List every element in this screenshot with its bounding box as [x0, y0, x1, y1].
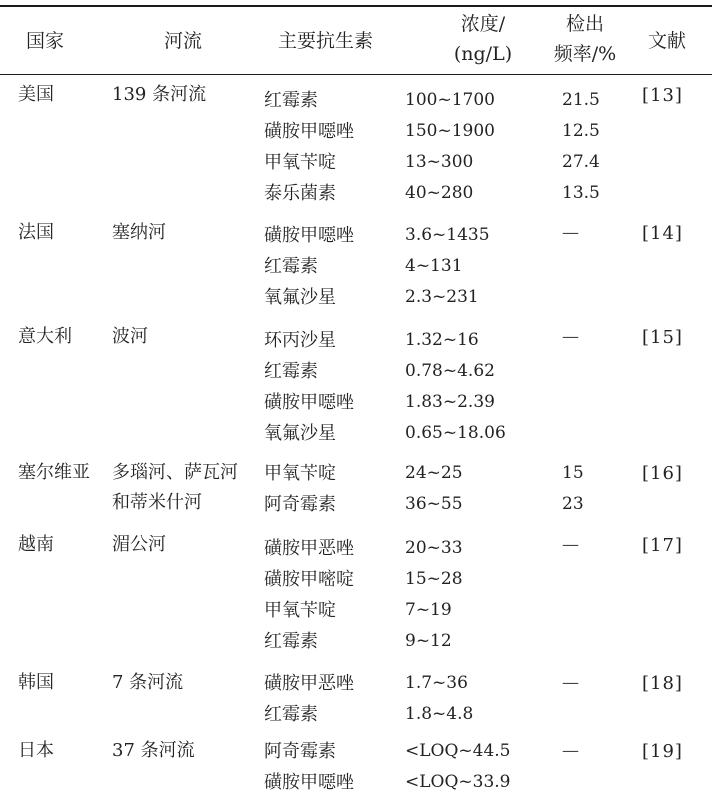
header-frequency [545, 9, 625, 69]
concentration-value: 40~280 [405, 183, 474, 203]
antibiotic-name: 红霉素 [264, 256, 318, 277]
country-cell: 越南 [18, 534, 54, 555]
concentration-value: 1.32~16 [405, 330, 479, 350]
header-concentration-line1: 浓度/ [460, 13, 506, 35]
reference-cell: [18] [642, 673, 683, 694]
header-concentration-line2: (ng/L) [453, 43, 513, 65]
antibiotic-name: 甲氧苄啶 [264, 600, 336, 621]
antibiotic-name: 磺胺甲噁唑 [264, 121, 354, 142]
frequency-value: 23 [562, 494, 584, 514]
antibiotic-name: 磺胺甲恶唑 [264, 673, 354, 694]
frequency-dash: — [562, 223, 579, 243]
river-cell: 37 条河流 [112, 740, 195, 761]
header-river: 河流 [164, 30, 203, 52]
header-frequency-line2: 频率/% [553, 43, 617, 65]
antibiotic-name: 磺胺甲噁唑 [264, 392, 354, 413]
antibiotics-cell [264, 736, 354, 798]
antibiotic-name: 甲氧苄啶 [264, 463, 336, 484]
frequency-value: 13.5 [562, 183, 600, 203]
antibiotic-name: 磺胺甲恶唑 [264, 538, 354, 559]
frequency-cell [562, 85, 600, 209]
concentration-cell [405, 668, 473, 730]
concentration-value: <LOQ~33.9 [405, 772, 511, 792]
concentration-cell [405, 736, 511, 798]
reference-cell: [16] [642, 463, 683, 484]
antibiotic-name: 红霉素 [264, 90, 318, 111]
antibiotic-name: 红霉素 [264, 631, 318, 652]
concentration-cell [405, 220, 490, 313]
antibiotic-name: 阿奇霉素 [264, 494, 336, 515]
country-cell: 意大利 [18, 326, 72, 347]
concentration-value: 36~55 [405, 494, 463, 514]
antibiotics-cell [264, 458, 336, 520]
frequency-value: 12.5 [562, 121, 600, 141]
river-cell: 7 条河流 [112, 672, 184, 693]
reference-cell: [19] [642, 741, 683, 762]
river-cell: 139 条河流 [112, 84, 207, 105]
concentration-value: 1.83~2.39 [405, 392, 495, 412]
concentration-value: 15~28 [405, 569, 463, 589]
frequency-value: 27.4 [562, 152, 600, 172]
concentration-cell [405, 458, 463, 520]
antibiotic-name: 泰乐菌素 [264, 183, 336, 204]
antibiotics-cell [264, 325, 354, 449]
reference-cell: [14] [642, 223, 683, 244]
frequency-dash: — [562, 741, 579, 761]
concentration-value: 1.8~4.8 [405, 704, 474, 724]
concentration-value: 24~25 [405, 463, 463, 483]
country-cell: 塞尔维亚 [18, 462, 90, 483]
header-reference: 文献 [648, 30, 687, 52]
concentration-value: <LOQ~44.5 [405, 741, 511, 761]
frequency-dash: — [562, 535, 579, 555]
antibiotic-name: 氧氟沙星 [264, 423, 336, 444]
reference-cell: [17] [642, 535, 683, 556]
frequency-value: 21.5 [562, 90, 600, 110]
antibiotic-name: 红霉素 [264, 704, 318, 725]
river-name-line: 多瑙河、萨瓦河 [112, 462, 238, 483]
concentration-cell [405, 85, 495, 209]
antibiotic-name: 阿奇霉素 [264, 741, 336, 762]
reference-cell: [13] [642, 85, 683, 106]
concentration-value: 1.7~36 [405, 673, 468, 693]
header-frequency-line1: 检出 [565, 13, 604, 35]
concentration-value: 0.65~18.06 [405, 423, 506, 443]
antibiotic-name: 磺胺甲噁唑 [264, 225, 354, 246]
river-cell: 湄公河 [112, 534, 166, 555]
frequency-dash: — [562, 673, 579, 693]
frequency-cell [562, 458, 584, 520]
frequency-value: 15 [562, 463, 584, 483]
frequency-dash: — [562, 327, 579, 347]
concentration-cell [405, 325, 506, 449]
river-name-line: 和蒂米什河 [112, 492, 202, 513]
antibiotic-name: 环丙沙星 [264, 330, 336, 351]
antibiotic-name: 氧氟沙星 [264, 287, 336, 308]
concentration-value: 20~33 [405, 538, 463, 558]
antibiotic-name: 磺胺甲嘧啶 [264, 569, 354, 590]
header-country: 国家 [26, 30, 65, 52]
header-concentration [438, 9, 528, 69]
river-cell [112, 458, 238, 518]
concentration-value: 13~300 [405, 152, 474, 172]
concentration-value: 3.6~1435 [405, 225, 490, 245]
concentration-value: 100~1700 [405, 90, 495, 110]
antibiotic-name: 红霉素 [264, 361, 318, 382]
antibiotics-cell [264, 220, 354, 313]
table-header-rule [0, 74, 712, 75]
river-cell: 波河 [112, 326, 148, 347]
country-cell: 日本 [18, 740, 54, 761]
river-cell: 塞纳河 [112, 222, 166, 243]
concentration-value: 150~1900 [405, 121, 495, 141]
country-cell: 法国 [18, 222, 54, 243]
concentration-value: 4~131 [405, 256, 463, 276]
concentration-value: 7~19 [405, 600, 452, 620]
antibiotic-name: 磺胺甲噁唑 [264, 772, 354, 793]
antibiotics-cell [264, 85, 354, 209]
reference-cell: [15] [642, 327, 683, 348]
concentration-cell [405, 533, 463, 657]
country-cell: 美国 [18, 84, 54, 105]
header-antibiotic: 主要抗生素 [278, 30, 374, 52]
concentration-value: 9~12 [405, 631, 452, 651]
concentration-value: 2.3~231 [405, 287, 479, 307]
antibiotics-cell [264, 533, 354, 657]
concentration-value: 0.78~4.62 [405, 361, 495, 381]
table-top-rule [0, 5, 712, 7]
country-cell: 韩国 [18, 672, 54, 693]
antibiotics-cell [264, 668, 354, 730]
antibiotic-name: 甲氧苄啶 [264, 152, 336, 173]
